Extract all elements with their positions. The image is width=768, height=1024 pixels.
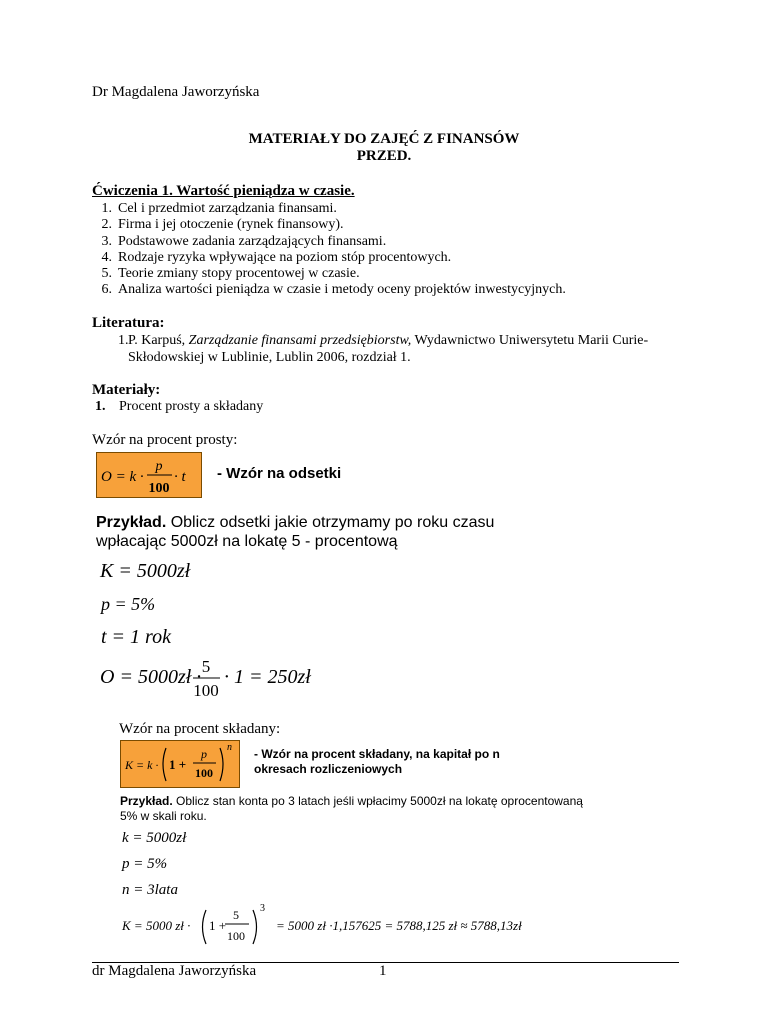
header-author: Dr Magdalena Jaworzyńska — [92, 84, 260, 100]
simple-k-value: K = 5000zł — [100, 560, 191, 582]
materials-item: 1. Procent prosty a składany — [95, 399, 264, 414]
list-item: 6. Analiza wartości pieniądza w czasie i metody oceny projektów inwestycyjnych. — [101, 282, 566, 298]
literature-heading: Literatura: — [92, 315, 165, 331]
compound-result-equation — [118, 900, 558, 950]
materials-heading: Materiały: — [92, 382, 161, 398]
list-item: 4. Rodzaje ryzyka wpływające na poziom stóp procentowych. — [101, 249, 452, 265]
simple-interest-formula — [96, 452, 202, 498]
simple-t-value: t = 1 rok — [101, 626, 171, 648]
footer-author: dr Magdalena Jaworzyńska — [92, 963, 257, 979]
svg-text:100: 100 — [195, 766, 213, 780]
svg-text:5: 5 — [201, 657, 211, 676]
svg-text:· t: · t — [174, 469, 186, 485]
list-item: 5. Teorie zmiany stopy procentowej w czasie. — [101, 266, 360, 282]
svg-text:K = k ·: K = k · — [125, 758, 159, 772]
simple-p-value: p = 5% — [101, 594, 156, 614]
compound-k-value: k = 5000zł — [122, 830, 187, 846]
svg-text:K = 5000 zł ·: K = 5000 zł · — [122, 918, 191, 933]
list-item: 1. Cel i przedmiot zarządzania finansami. — [101, 201, 337, 216]
simple-result-equation — [96, 656, 356, 700]
compound-n-value: n = 3lata — [122, 882, 178, 898]
topic-list — [92, 201, 566, 299]
simple-example-text: Przykład. Oblicz odsetki jakie otrzymamy po roku czasu wpłacając 5000zł na lokatę 5 - procentową — [96, 514, 495, 550]
svg-text:= 5000 zł ·1,157625 = 5788,12: = 5000 zł ·1,157625 = 5788,125 zł ≈ 5788,13zł — [276, 918, 522, 933]
exercise-heading: Ćwiczenia 1. Wartość pieniądza w czasie. — [92, 183, 355, 199]
svg-text:100: 100 — [227, 929, 245, 943]
svg-text:O = k ·: O = k · — [101, 469, 144, 485]
svg-text:O = 5000zł ·: O = 5000zł · — [100, 666, 202, 688]
list-item: 2. Firma i jej otoczenie (rynek finansowy). — [101, 217, 344, 233]
simple-interest-caption: - Wzór na odsetki — [217, 465, 342, 482]
compound-interest-intro: Wzór na procent składany: — [119, 721, 281, 737]
svg-text:n: n — [227, 742, 232, 753]
document-title-line2: PRZED. — [356, 148, 412, 164]
svg-text:p: p — [155, 459, 163, 474]
svg-text:1 +: 1 + — [209, 918, 227, 933]
svg-text:3: 3 — [260, 903, 265, 914]
svg-text:1 +: 1 + — [169, 757, 187, 772]
document-page: Dr Magdalena Jaworzyńska MATERIAŁY DO ZAJĘĆ Z FINANSÓW PRZED. Ćwiczenia 1. Wartość pieniądza w czasie. 1. Cel i przedmiot zarządzania finansami. 2. Firma i jej otoczenie (rynek finansowy). 3. Podstawowe zadania zarządzających finansami. 4. Rodzaje ryzyka wpływające na poziom stóp procentowych. 5. Teorie zmiany stopy procentowej w czasie. 6. Analiza wartości pieniądza w czasie i metody oceny projektów inwestycyjnych. Literatura: 1. P. Karpuś, Zarządzanie finansami przedsiębiorstw, Wydawnictwo Uniwersytetu Marii Curie- Skłodowskiej w Lublinie, Lublin 2006, rozdział 1. Materiały: 1. Procent prosty a składany Wzór na procent prosty: O = k · p 100 · t - Wzór na odsetki Przykład. Oblicz odsetki jakie otrzymamy po roku czasu wpłacając 5000zł na lokatę 5 - procentową K = 5000zł p = 5% t = 1 rok O = 5000zł · 5 100 · 1 = 250zł Wzór na procent składany: K = k · 1 + p 100 n - Wzór na procent składany, na kapitał po n okresach rozliczeniowych Przykład. Oblicz stan konta po 3 latach jeśli wpłacimy 5000zł na lokatę oprocentowaną 5% w skali roku. k = 5000zł p = 5% n = 3lata K = 5000 zł · 1 + 5 100 3 = 5000 zł ·1,157625 = 5788,125 zł ≈ 5788,13zł dr Magdalena Jaworzyńska 1 — [0, 0, 768, 1024]
list-item: 3. Podstawowe zadania zarządzających finansami. — [101, 233, 387, 249]
svg-text:100: 100 — [193, 681, 219, 700]
svg-text:5: 5 — [233, 908, 239, 922]
page-number: 1 — [379, 963, 387, 979]
svg-text:p: p — [201, 747, 207, 761]
svg-text:100: 100 — [148, 481, 170, 496]
document-title: MATERIAŁY DO ZAJĘĆ Z FINANSÓW — [248, 131, 520, 147]
compound-p-value: p = 5% — [122, 856, 168, 872]
svg-text:· 1 = 250zł: · 1 = 250zł — [224, 666, 311, 688]
compound-interest-caption: - Wzór na procent składany, na kapitał po n okresach rozliczeniowych — [254, 747, 500, 776]
compound-interest-formula — [120, 740, 240, 788]
compound-example-text: Przykład. Oblicz stan konta po 3 latach jeśli wpłacimy 5000zł na lokatę oprocentowaną 5% w skali roku. — [120, 794, 583, 823]
book-title: Zarządzanie finansami przedsiębiorstw, — [188, 333, 412, 348]
simple-interest-intro: Wzór na procent prosty: — [92, 432, 238, 448]
